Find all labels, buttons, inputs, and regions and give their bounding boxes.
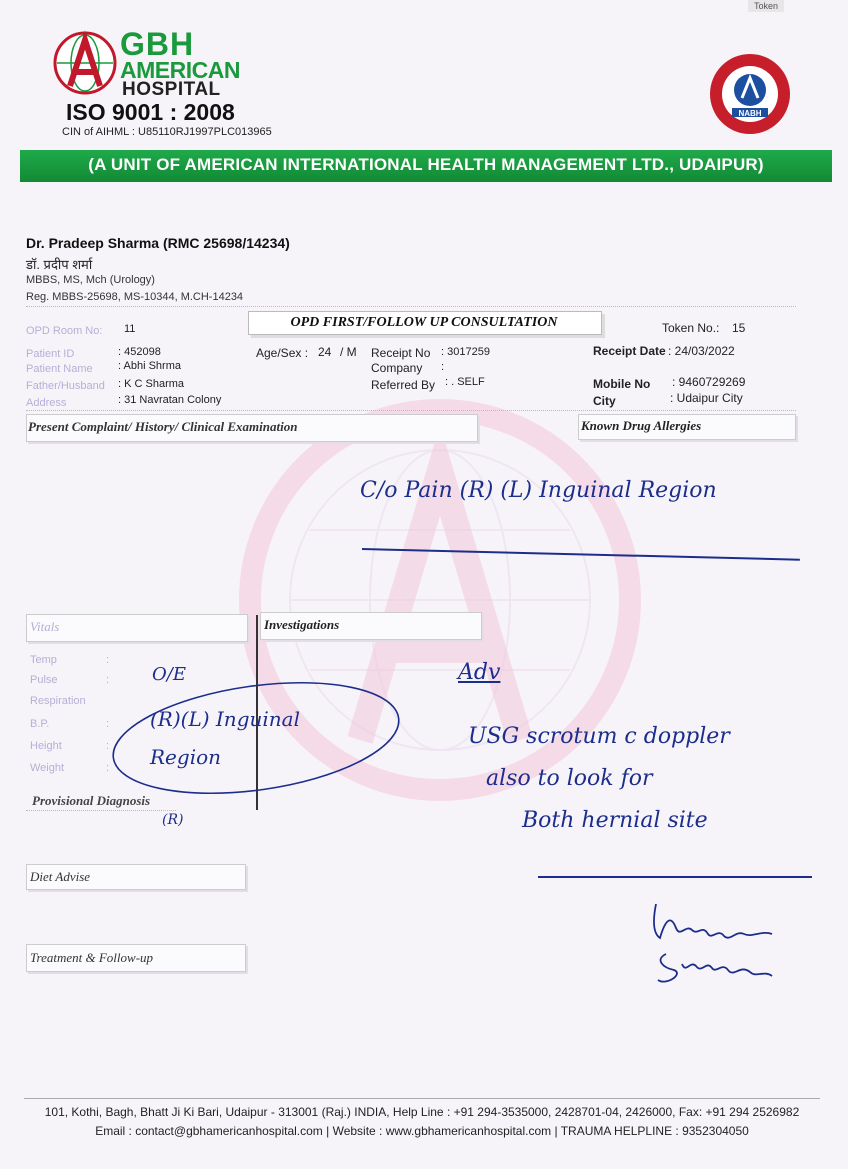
- receipt-date-value: : 24/03/2022: [668, 344, 735, 358]
- banner-text: (A UNIT OF AMERICAN INTERNATIONAL HEALTH MANAGEMENT LTD., UDAIPUR): [88, 155, 764, 174]
- company-value: :: [441, 361, 445, 373]
- doctor-registration: Reg. MBBS-25698, MS-10344, M.CH-14234: [26, 291, 244, 303]
- handwritten-oe: O/E: [152, 664, 186, 685]
- nabh-label: NABH: [738, 109, 762, 118]
- doctor-signature: [646, 894, 786, 994]
- age-value: 24: [318, 345, 332, 359]
- handwritten-circled-note: (R)(L) Inguinal Region: [150, 707, 300, 769]
- doctor-degrees: MBBS, MS, Mch (Urology): [26, 274, 155, 286]
- footer-address: 101, Kothi, Bagh, Bhatt Ji Ki Bari, Udaipur - 313001 (Raj.) INDIA, Help Line : +91 294-3535000, 2428701-04, 2426000, Fax: +91 294 2526982: [44, 1105, 800, 1119]
- handwritten-rule: [538, 876, 812, 878]
- complaint-title: Present Complaint/ History/ Clinical Examination: [28, 419, 298, 434]
- handwritten-investigation-2: also to look for: [486, 766, 653, 791]
- patient-name-label: Patient Name: [26, 363, 93, 375]
- city-value: : Udaipur City: [670, 391, 743, 405]
- footer-contact: Email : contact@gbhamericanhospital.com | Website : www.gbhamericanhospital.com | TRAUMA HELPLINE : 9352304050: [95, 1124, 749, 1138]
- mobile-value: : 9460729269: [672, 375, 746, 389]
- divider: [26, 410, 796, 411]
- vital-respiration: Respiration: [30, 695, 86, 707]
- address-value: : 31 Navratan Colony: [118, 394, 222, 406]
- cin-number: CIN of AIHML : U85110RJ1997PLC013965: [62, 126, 272, 138]
- handwritten-investigation-1: USG scrotum c doppler: [468, 724, 730, 749]
- vital-temp: Temp: [30, 654, 57, 666]
- divider: [26, 810, 176, 811]
- vital-colon: :: [106, 654, 110, 666]
- company-label: Company: [371, 361, 423, 375]
- vital-colon: :: [106, 762, 110, 774]
- father-label: Father/Husband: [26, 380, 105, 392]
- mobile-label: Mobile No: [593, 377, 651, 391]
- handwritten-investigation-3: Both hernial site: [522, 808, 708, 833]
- handwritten-diagnosis: (R): [162, 812, 184, 828]
- logo-american: AMERICAN: [120, 57, 240, 83]
- city-label: City: [593, 394, 616, 408]
- patient-id-label: Patient ID: [26, 348, 75, 360]
- diet-title: Diet Advise: [30, 869, 91, 884]
- sex-value: / M: [340, 345, 357, 359]
- address-label: Address: [26, 397, 67, 409]
- doctor-name: Dr. Pradeep Sharma (RMC 25698/14234): [26, 235, 290, 251]
- vital-colon: :: [106, 718, 110, 730]
- opd-room-value: 11: [124, 323, 136, 335]
- logo-gbh: GBH: [120, 26, 195, 62]
- handwritten-adv: Adv: [458, 660, 501, 685]
- patient-name-value: : Abhi Shrma: [118, 360, 181, 372]
- token-label: Token No.:: [662, 321, 720, 335]
- provisional-title: Provisional Diagnosis: [32, 793, 151, 808]
- vital-pulse: Pulse: [30, 674, 58, 686]
- token-value: 15: [732, 321, 746, 335]
- receipt-no-value: : 3017259: [441, 346, 490, 358]
- token-tab: Token: [748, 0, 784, 12]
- opd-room-label: OPD Room No:: [26, 325, 103, 337]
- allergies-title: Known Drug Allergies: [581, 418, 702, 433]
- vital-height: Height: [30, 740, 62, 752]
- father-value: : K C Sharma: [118, 378, 185, 390]
- divider: [26, 306, 796, 307]
- hospital-logo-icon: [52, 30, 118, 96]
- receipt-no-label: Receipt No: [371, 346, 431, 360]
- logo-hospital: HOSPITAL: [122, 79, 221, 100]
- consultation-title: OPD FIRST/FOLLOW UP CONSULTATION: [290, 315, 558, 330]
- vital-colon: :: [106, 674, 110, 686]
- treatment-title: Treatment & Follow-up: [30, 950, 154, 965]
- referred-label: Referred By: [371, 378, 436, 392]
- age-sex-label: Age/Sex :: [256, 346, 309, 360]
- investigations-title: Investigations: [264, 617, 340, 632]
- patient-id-value: : 452098: [118, 346, 161, 358]
- receipt-date-label: Receipt Date: [593, 344, 666, 358]
- nabh-seal-icon: [708, 52, 792, 136]
- referred-value: : . SELF: [445, 376, 485, 388]
- handwritten-complaint: C/o Pain (R) (L) Inguinal Region: [360, 478, 717, 503]
- doctor-name-hindi: डॉ. प्रदीप शर्मा: [26, 257, 93, 272]
- vitals-title: Vitals: [30, 619, 60, 634]
- iso-certification: ISO 9001 : 2008: [66, 99, 235, 125]
- vital-bp: B.P.: [30, 718, 50, 730]
- footer-divider: [24, 1098, 820, 1099]
- vital-weight: Weight: [30, 762, 65, 774]
- vital-colon: :: [106, 740, 110, 752]
